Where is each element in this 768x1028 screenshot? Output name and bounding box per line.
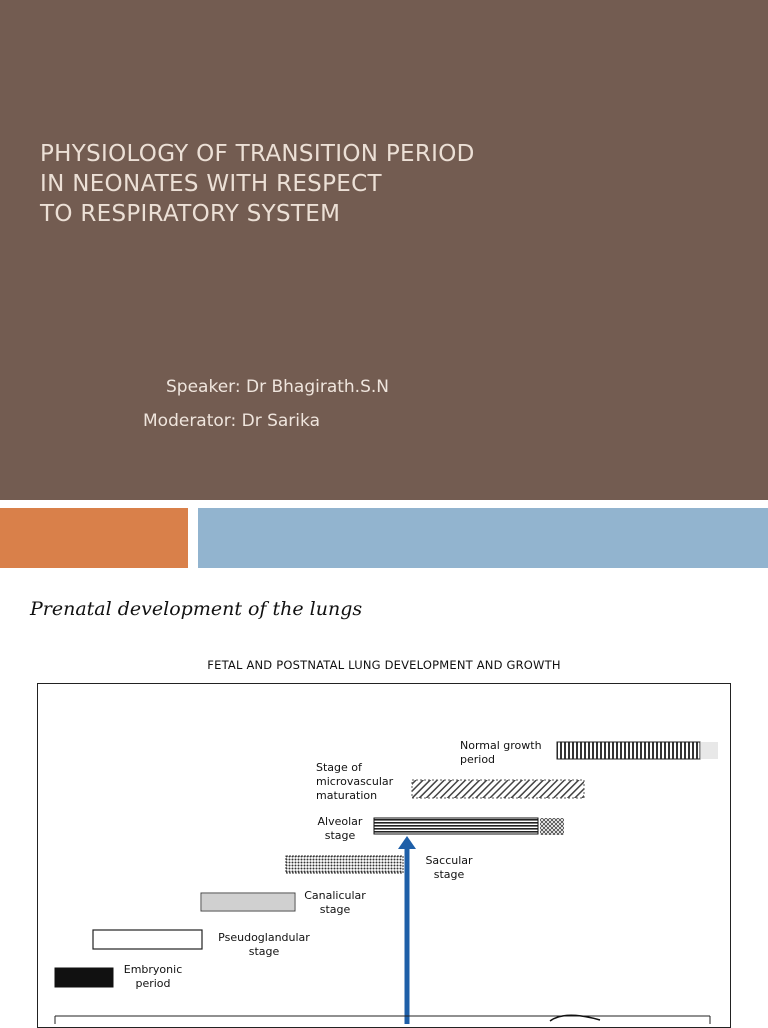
saccular-label-line-2: stage [433,868,465,881]
title-line-1: PHYSIOLOGY OF TRANSITION PERIOD [40,141,475,167]
embryonic-label-line-2: period [135,977,171,990]
microvascular-label-line-3: maturation [316,789,378,802]
alveolar-label-line-2: stage [324,829,356,842]
blue-arrow-head [398,836,416,849]
alveolar-label-line-1: Alveolar [317,815,363,828]
embryonic-label-line-1: Embryonic [123,963,183,976]
slide-subtitle: Prenatal development of the lungs [30,598,363,620]
pseudoglandular-label-line-2: stage [248,945,280,958]
pseudoglandular-label [208,931,320,959]
canalicular-label [298,889,372,917]
normal-growth-label-line-2: period [460,753,496,766]
microvascular-label [316,761,393,803]
normal-growth-bar-fade [700,742,718,759]
saccular-label-line-1: Saccular [425,854,473,867]
alveolar-bar-tail [540,818,564,835]
alveolar-label [310,815,370,843]
microvascular-label-line-1: Stage of [316,761,362,774]
alveolar-bar [374,818,538,834]
moderator-text: Moderator: Dr Sarika [143,411,320,431]
normal-growth-bar [557,742,700,759]
title-line-2: IN NEONATES WITH RESPECT [40,171,382,197]
saccular-label [418,854,480,882]
saccular-bar [286,856,403,873]
figure-title: FETAL AND POSTNATAL LUNG DEVELOPMENT AND GROWTH [207,658,561,672]
normal-growth-label-line-1: Normal growth [460,739,542,752]
pseudoglandular-bar [93,930,202,949]
embryonic-label [118,963,188,991]
embryonic-bar [55,968,113,987]
canalicular-bar [201,893,295,911]
title-line-3: TO RESPIRATORY SYSTEM [40,201,341,227]
normal-growth-label [460,739,542,767]
canalicular-label-line-1: Canalicular [304,889,366,902]
pseudoglandular-label-line-1: Pseudoglandular [218,931,310,944]
microvascular-bar [412,780,584,798]
microvascular-label-line-2: microvascular [316,775,394,788]
canalicular-label-line-2: stage [319,903,351,916]
speaker-text: Speaker: Dr Bhagirath.S.N [166,377,389,397]
